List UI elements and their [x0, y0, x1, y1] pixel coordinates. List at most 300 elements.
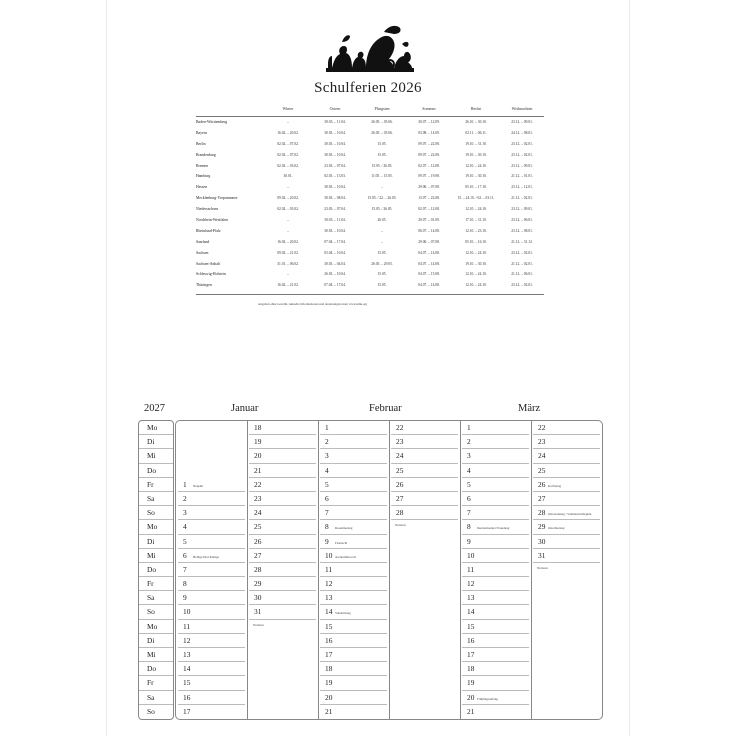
holiday-row	[196, 128, 544, 139]
day-cell[interactable]	[320, 691, 387, 705]
day-cell[interactable]	[178, 620, 245, 634]
holiday-note: Fastnacht	[335, 540, 348, 545]
notes-label: Notizen	[537, 565, 548, 570]
holiday-cell: 30.03. – 10.04.	[324, 141, 346, 146]
holiday-cell: 02.02. – 07.02.	[277, 141, 299, 146]
day-cell[interactable]	[320, 577, 387, 591]
day-number: 4	[467, 465, 471, 475]
day-number: 15	[467, 621, 475, 631]
column-divider	[531, 421, 532, 719]
holiday-cell: 31.01. – 06.02.	[277, 261, 299, 266]
day-number: 14	[183, 664, 191, 674]
holiday-cell: 15.05.	[377, 272, 387, 277]
day-cell[interactable]	[320, 605, 387, 619]
day-number: 23	[538, 437, 546, 447]
holiday-row	[196, 280, 544, 291]
day-number: 13	[325, 593, 333, 603]
holiday-cell: 09.07. – 22.08.	[418, 141, 440, 146]
day-cell[interactable]	[462, 634, 529, 648]
day-cell[interactable]	[320, 648, 387, 662]
day-cell[interactable]	[320, 478, 387, 492]
column-divider	[247, 421, 248, 719]
weekday-label: Mi	[139, 549, 173, 563]
holiday-cell: 23.12. – 09.01.	[511, 163, 533, 168]
state-name: Rheinland-Pfalz	[196, 228, 221, 233]
table-bottom-rule	[196, 294, 544, 295]
day-cell[interactable]	[178, 563, 245, 577]
weekday-label: Di	[139, 535, 173, 549]
day-cell[interactable]	[320, 435, 387, 449]
weekday-label: Sa	[139, 492, 173, 506]
state-name: Hamburg	[196, 174, 211, 179]
day-cell[interactable]	[533, 421, 600, 435]
day-number: 22	[396, 423, 404, 432]
day-number: 20	[467, 692, 475, 702]
day-cell[interactable]	[249, 506, 316, 520]
day-number: 31	[538, 550, 546, 560]
holiday-cell: 30.01.	[283, 174, 293, 179]
day-number: 17	[467, 650, 475, 660]
day-cell[interactable]	[391, 464, 458, 478]
holiday-cell: 19.10. – 31.10.	[465, 141, 487, 146]
day-number: 2	[325, 437, 329, 447]
day-number: 7	[325, 508, 329, 518]
day-cell[interactable]	[178, 662, 245, 676]
holiday-cell: 03.08. – 14.09.	[418, 130, 440, 135]
weekday-column	[138, 420, 174, 720]
holiday-cell: 26.05. – 05.06.	[371, 120, 393, 124]
holiday-cell: 04.07. – 15.08.	[418, 272, 440, 277]
holiday-row	[196, 171, 544, 182]
day-cell[interactable]	[320, 535, 387, 549]
day-number: 25	[254, 522, 262, 532]
day-number: 4	[183, 522, 187, 532]
day-cell[interactable]	[462, 691, 529, 705]
month-title-maerz: März	[518, 403, 541, 414]
day-cell[interactable]	[462, 535, 529, 549]
day-cell[interactable]	[391, 449, 458, 463]
day-cell[interactable]	[320, 620, 387, 634]
day-cell[interactable]	[462, 563, 529, 577]
day-cell[interactable]	[178, 605, 245, 619]
weekday-label: Mo	[139, 620, 173, 634]
day-number: 26	[538, 479, 546, 489]
day-cell[interactable]	[462, 464, 529, 478]
day-cell[interactable]	[462, 648, 529, 662]
holiday-row	[196, 117, 544, 128]
day-cell[interactable]	[320, 506, 387, 520]
day-number: 20	[254, 451, 262, 461]
holiday-cell: 15. – 24.10. / 02. – 03.11.	[457, 196, 495, 201]
day-cell[interactable]	[178, 676, 245, 690]
holiday-cell: 09.02. – 21.02.	[277, 250, 299, 255]
month-title-februar: Februar	[369, 403, 402, 414]
day-number: 21	[325, 706, 333, 716]
weekday-label: Di	[139, 435, 173, 449]
column-header: Sommer	[422, 106, 436, 111]
holiday-cell: 09.07. – 19.08.	[418, 174, 440, 179]
day-number: 15	[325, 621, 333, 631]
day-cell[interactable]	[462, 435, 529, 449]
day-cell[interactable]	[533, 549, 600, 563]
day-cell[interactable]	[249, 435, 316, 449]
day-number: 28	[396, 508, 404, 518]
day-cell[interactable]	[462, 705, 529, 719]
holiday-row	[196, 204, 544, 215]
day-cell[interactable]	[178, 520, 245, 534]
holiday-cell: 17.10. – 31.10.	[465, 218, 487, 223]
holiday-row	[196, 248, 544, 259]
day-number: 3	[467, 451, 471, 461]
holiday-cell: 30.03. – 04.04.	[324, 261, 346, 266]
holiday-row	[196, 161, 544, 172]
day-cell[interactable]	[178, 435, 245, 449]
day-cell[interactable]	[462, 620, 529, 634]
day-cell[interactable]	[320, 662, 387, 676]
day-cell[interactable]	[391, 421, 458, 435]
day-cell[interactable]	[178, 506, 245, 520]
day-cell[interactable]	[249, 549, 316, 563]
day-cell[interactable]	[249, 492, 316, 506]
day-number: 9	[325, 536, 329, 546]
day-number: 13	[467, 593, 475, 603]
day-cell[interactable]	[249, 464, 316, 478]
day-number: 14	[467, 607, 475, 617]
holiday-cell: 24.12. – 08.01.	[511, 130, 533, 135]
day-number: 10	[183, 607, 191, 617]
day-cell[interactable]	[462, 549, 529, 563]
holiday-cell: 23.12. – 09.01.	[511, 207, 533, 212]
holiday-row	[196, 150, 544, 161]
state-name: Niedersachsen	[196, 207, 219, 212]
holiday-cell: –	[381, 185, 383, 190]
holiday-cell: 30.03. – 10.04.	[324, 228, 346, 233]
holiday-cell: 11.05. – 15.05.	[371, 174, 393, 179]
holidays-header-row	[196, 104, 544, 117]
holiday-cell: 15.05.	[377, 141, 387, 146]
day-cell[interactable]	[249, 449, 316, 463]
day-number: 3	[183, 508, 187, 518]
day-cell[interactable]	[462, 449, 529, 463]
day-number: 11	[183, 621, 191, 631]
holiday-row	[196, 237, 544, 248]
holiday-note: Aschermittwoch	[335, 554, 357, 559]
day-cell[interactable]	[462, 506, 529, 520]
day-cell[interactable]	[249, 535, 316, 549]
state-name: Saarland	[196, 239, 210, 244]
month-title-januar: Januar	[231, 403, 259, 414]
holiday-note: Ostersonntag / Sommerzeitbeginn	[548, 512, 592, 517]
day-cell[interactable]	[178, 421, 245, 435]
day-number: 16	[183, 692, 191, 702]
day-cell[interactable]	[462, 520, 529, 534]
holiday-note: Valentinstag	[335, 611, 351, 616]
day-cell[interactable]	[178, 591, 245, 605]
day-cell[interactable]	[320, 449, 387, 463]
day-number: 23	[396, 437, 404, 447]
holiday-cell: 12.10. – 24.10.	[465, 272, 487, 277]
day-number: 19	[254, 437, 262, 447]
day-cell[interactable]	[533, 449, 600, 463]
day-number: 18	[325, 664, 333, 674]
day-cell[interactable]	[178, 464, 245, 478]
calendar-grid	[175, 420, 603, 720]
holiday-cell: 12.10. – 24.10.	[465, 250, 487, 255]
holiday-note: Internationaler Frauentag	[477, 526, 510, 531]
day-cell[interactable]	[178, 705, 245, 719]
day-cell[interactable]	[320, 549, 387, 563]
holiday-cell: 15.05. / 22. – 26.05.	[367, 196, 397, 201]
day-cell[interactable]	[391, 492, 458, 506]
day-cell[interactable]	[178, 691, 245, 705]
day-number: 14	[325, 607, 333, 617]
holiday-cell: 23.03. – 07.04.	[324, 163, 346, 168]
day-number: 9	[183, 593, 187, 603]
day-number: 12	[325, 579, 333, 589]
day-cell[interactable]	[462, 605, 529, 619]
state-name: Bremen	[196, 163, 209, 168]
day-number: 19	[325, 678, 333, 688]
day-number: 5	[467, 479, 471, 489]
holiday-cell: 07.04. – 17.04.	[324, 283, 346, 288]
state-name: Hessen	[196, 185, 207, 190]
day-number: 6	[325, 493, 329, 503]
notes-label: Notizen	[395, 523, 406, 528]
holiday-cell: 15.05.	[377, 250, 387, 255]
holiday-row	[196, 215, 544, 226]
day-cell[interactable]	[320, 563, 387, 577]
holiday-note: Ostermontag	[548, 526, 565, 531]
holiday-cell: 02.02. – 03.02.	[277, 207, 299, 212]
day-number: 26	[396, 479, 404, 489]
holiday-cell: 16.02. – 20.02.	[277, 239, 299, 244]
notes-label: Notizen	[253, 622, 264, 627]
day-cell[interactable]	[462, 492, 529, 506]
day-cell[interactable]	[249, 591, 316, 605]
holiday-cell: –	[287, 228, 289, 233]
holiday-cell: 26.10. – 30.10.	[465, 120, 487, 124]
day-cell[interactable]	[178, 634, 245, 648]
holiday-cell: –	[287, 272, 289, 277]
day-cell[interactable]	[320, 634, 387, 648]
day-cell[interactable]	[249, 577, 316, 591]
holiday-cell: 30.03. – 10.04.	[324, 152, 346, 157]
day-cell[interactable]	[462, 662, 529, 676]
school-holidays-table	[196, 104, 544, 295]
day-number: 30	[538, 536, 546, 546]
holiday-row	[196, 139, 544, 150]
day-cell[interactable]	[462, 591, 529, 605]
holiday-cell: 04.07. – 14.08.	[418, 250, 440, 255]
day-cell[interactable]	[249, 605, 316, 619]
holiday-cell: 30.03. – 10.04.	[324, 130, 346, 135]
day-cell[interactable]	[533, 492, 600, 506]
holiday-cell: 23.12. – 09.01.	[511, 120, 533, 124]
weekday-label: Fr	[139, 577, 173, 591]
weekday-label: Mo	[139, 421, 173, 435]
day-cell[interactable]	[462, 577, 529, 591]
day-number: 8	[183, 579, 187, 589]
weekday-label: Di	[139, 634, 173, 648]
day-number: 1	[467, 423, 471, 432]
day-cell[interactable]	[178, 478, 245, 492]
holiday-cell: 15.05.	[377, 283, 387, 288]
day-number: 4	[325, 465, 329, 475]
holiday-cell: 19.10. – 30.10.	[465, 261, 487, 266]
day-number: 21	[254, 465, 262, 475]
day-cell[interactable]	[178, 577, 245, 591]
day-number: 2	[183, 493, 187, 503]
day-number: 24	[254, 508, 262, 518]
day-cell[interactable]	[320, 676, 387, 690]
state-name: Brandenburg	[196, 152, 216, 157]
day-cell[interactable]	[533, 464, 600, 478]
holiday-cell: 03.04. – 10.04.	[324, 250, 346, 255]
day-cell[interactable]	[320, 421, 387, 435]
day-number: 30	[254, 593, 262, 603]
day-cell[interactable]	[320, 705, 387, 719]
day-cell[interactable]	[533, 435, 600, 449]
holiday-cell: 30.03. – 08.04.	[324, 196, 346, 201]
day-cell[interactable]	[391, 478, 458, 492]
day-number: 11	[467, 564, 475, 574]
holiday-cell: 12.10. – 24.10.	[465, 283, 487, 288]
holiday-cell: 05.10. – 17.10.	[465, 185, 487, 190]
weekday-label: Sa	[139, 591, 173, 605]
holiday-note: Karfreitag	[548, 483, 562, 488]
holiday-cell: 15.05. / 26.05.	[371, 163, 393, 168]
holiday-cell: 04.07. – 14.08.	[418, 283, 440, 288]
holiday-cell: 21.12. – 06.01.	[511, 272, 533, 277]
day-cell[interactable]	[320, 591, 387, 605]
holiday-cell: 30.03. – 10.04.	[324, 185, 346, 190]
day-cell[interactable]	[249, 563, 316, 577]
state-name: Mecklenburg-Vorpommern	[196, 196, 238, 201]
day-cell[interactable]	[462, 421, 529, 435]
holiday-row	[196, 193, 544, 204]
day-number: 16	[325, 635, 333, 645]
day-cell[interactable]	[249, 520, 316, 534]
day-number: 10	[325, 550, 333, 560]
holiday-cell: 09.02. – 20.02.	[277, 196, 299, 201]
state-name: Berlin	[196, 141, 206, 146]
day-cell[interactable]	[178, 549, 245, 563]
weekday-label: Mi	[139, 449, 173, 463]
holiday-cell: 02.07. – 12.08.	[418, 207, 440, 212]
day-number: 5	[183, 536, 187, 546]
day-cell[interactable]	[249, 421, 316, 435]
holiday-cell: 23.12. – 02.01.	[511, 283, 533, 288]
holiday-cell: 23.12. – 02.01.	[511, 141, 533, 146]
day-cell[interactable]	[320, 464, 387, 478]
holiday-note: Neujahr	[193, 483, 204, 488]
holiday-cell: 19.10. – 30.10.	[465, 152, 487, 157]
state-name: Bayern	[196, 130, 207, 135]
day-cell[interactable]	[320, 520, 387, 534]
holiday-cell: 26.05. – 29.05.	[371, 261, 393, 266]
day-number: 12	[183, 635, 191, 645]
weekday-label: Mi	[139, 648, 173, 662]
day-cell[interactable]	[533, 535, 600, 549]
holiday-cell: 23.03. – 07.04.	[324, 207, 346, 212]
day-cell[interactable]	[178, 535, 245, 549]
day-cell[interactable]	[178, 648, 245, 662]
weekday-label: Do	[139, 662, 173, 676]
day-number: 29	[254, 579, 262, 589]
holiday-cell: 06.07. – 14.08.	[418, 228, 440, 233]
day-number: 13	[183, 650, 191, 660]
day-number: 2	[467, 437, 471, 447]
day-cell[interactable]	[462, 478, 529, 492]
holiday-cell: 23.12. – 08.01.	[511, 228, 533, 233]
day-number: 21	[467, 706, 475, 716]
day-cell[interactable]	[320, 492, 387, 506]
state-name: Thüringen	[196, 283, 212, 288]
holiday-cell: –	[287, 185, 289, 190]
holiday-cell: –	[381, 228, 383, 233]
state-name: Sachsen	[196, 250, 209, 255]
day-number: 22	[254, 479, 262, 489]
day-number: 18	[467, 664, 475, 674]
day-number: 29	[538, 522, 546, 532]
column-header: Herbst	[470, 106, 482, 111]
day-number: 18	[254, 423, 262, 432]
holidays-footnote: Angaben ohne Gewähr. Aktuelle Informationen und Änderungen unter www.kmk.org	[258, 302, 368, 306]
holiday-cell: 12.10. – 24.10.	[465, 163, 487, 168]
state-name: Sachsen-Anhalt	[196, 261, 221, 266]
day-cell[interactable]	[533, 506, 600, 520]
day-number: 8	[325, 522, 329, 532]
holiday-row	[196, 269, 544, 280]
day-number: 15	[183, 678, 191, 688]
page-title: Schulferien 2026	[314, 80, 422, 96]
holiday-cell: 29.06. – 07.08.	[418, 185, 440, 190]
day-number: 31	[254, 607, 262, 617]
holiday-cell: 21.12. – 01.01.	[511, 174, 533, 179]
day-number: 17	[325, 650, 333, 660]
day-number: 24	[396, 451, 404, 461]
day-cell[interactable]	[533, 520, 600, 534]
day-number: 27	[254, 550, 262, 560]
day-cell[interactable]	[391, 435, 458, 449]
column-header: Weihnachten	[511, 106, 533, 111]
day-cell[interactable]	[249, 478, 316, 492]
day-number: 27	[538, 493, 546, 503]
day-number: 12	[467, 579, 475, 589]
holiday-cell: 23.12. – 02.01.	[511, 250, 533, 255]
holiday-cell: 12.10. – 23.10.	[465, 228, 487, 233]
holiday-cell: 30.03. – 11.04.	[324, 218, 346, 223]
holiday-cell: 30.07. – 12.09.	[418, 120, 440, 124]
holiday-cell: 05.10. – 16.10.	[465, 239, 487, 244]
weekday-label: Fr	[139, 676, 173, 690]
day-number: 1	[325, 423, 329, 432]
holiday-cell: 29.06. – 07.08.	[418, 239, 440, 244]
holiday-cell: –	[287, 120, 289, 124]
day-cell[interactable]	[178, 449, 245, 463]
day-cell[interactable]	[462, 676, 529, 690]
day-number: 25	[396, 465, 404, 475]
holiday-cell: 02.02. – 07.02.	[277, 152, 299, 157]
day-cell[interactable]	[178, 492, 245, 506]
holiday-cell: 04.07. – 14.08.	[418, 261, 440, 266]
day-cell[interactable]	[533, 478, 600, 492]
holiday-cell: 26.05.	[377, 218, 387, 223]
day-number: 20	[325, 692, 333, 702]
holiday-cell: 15.05.	[377, 152, 387, 157]
day-cell[interactable]	[391, 506, 458, 520]
day-number: 7	[467, 508, 471, 518]
